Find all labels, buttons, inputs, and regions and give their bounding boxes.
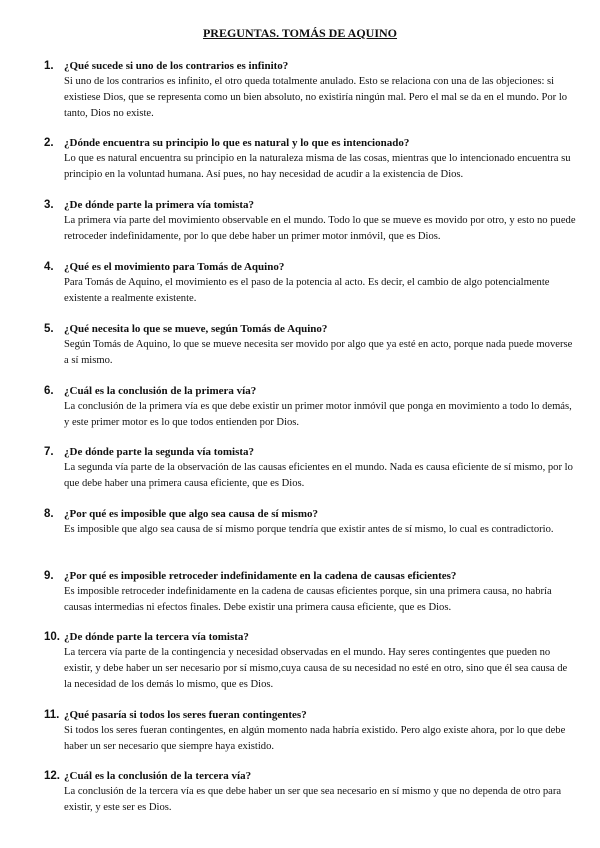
answer-text: La segunda vía parte de la observación de las causas eficientes en el mundo. Nada es causa eficiente de sí mismo, por lo que debe haber una primera causa eficiente, que es Dios. [64, 462, 573, 489]
question-text: ¿Por qué es imposible retroceder indefinidamente en la cadena de causas eficientes? [64, 570, 457, 582]
question-text: ¿Qué es el movimiento para Tomás de Aquino? [64, 261, 285, 273]
question-number: 5. [44, 323, 54, 335]
answer-text: Según Tomás de Aquino, lo que se mueve necesita ser movido por algo que ya esté en acto, porque nada puede moverse a sí mismo. [64, 339, 573, 366]
question-number: 11. [44, 709, 60, 721]
answer-text: Es imposible retroceder indefinidamente en la cadena de causas eficientes porque, sin una primera causa, no habría causas intermedias ni efectos finales. Debe existir una primera causa eficiente, que es Dios. [64, 586, 552, 613]
question-text: ¿De dónde parte la tercera vía tomista? [64, 631, 249, 643]
answer-text: La tercera vía parte de la contingencia y necesidad observadas en el mundo. Hay seres contingentes que pueden no existir, y debe haber un ser necesario por sí mismo,cuya causa de su necesidad no esté en otro, sino que él sea causa de la necesidad de los demás lo mismo, que es Dios. [64, 647, 568, 690]
question-text: ¿Dónde encuentra su principio lo que es natural y lo que es intencionado? [64, 137, 410, 149]
answer-text: La primera vía parte del movimiento observable en el mundo. Todo lo que se mueve es movido por otro, y esto no puede retroceder indefinidamente, por lo que debe haber un primer motor inmóvil, que es Dios. [64, 215, 576, 242]
question-number: 8. [44, 508, 54, 520]
question-number: 4. [44, 261, 54, 273]
answer-text: Es imposible que algo sea causa de sí mismo porque tendría que existir antes de sí mismo, lo cual es contradictorio. [64, 524, 554, 535]
question-text: ¿De dónde parte la primera vía tomista? [64, 199, 255, 211]
question-text: ¿Qué sucede si uno de los contrarios es infinito? [64, 60, 289, 72]
question-text: ¿Qué pasaría si todos los seres fueran contingentes? [64, 709, 307, 721]
question-number: 6. [44, 385, 54, 397]
question-number: 10. [44, 631, 60, 643]
answer-text: Si todos los seres fueran contingentes, en algún momento nada habría existido. Pero algo existe ahora, por lo que debe haber un ser necesario que siempre haya existido. [64, 725, 566, 752]
answer-text: Si uno de los contrarios es infinito, el otro queda totalmente anulado. Esto se relaciona con una de las objeciones: si existiese Dios, que se representa como un bien absoluto, no existiría ningún mal. Pero el mal se da en el mundo. Por lo tanto, Dios no existe. [64, 76, 568, 119]
question-text: ¿Cuál es la conclusión de la primera vía? [64, 385, 257, 397]
question-text: ¿Por qué es imposible que algo sea causa de sí mismo? [64, 508, 319, 520]
answer-text: La conclusión de la primera vía es que debe existir un primer motor inmóvil que ponga en movimiento a todo lo demás, y este primer motor es lo que todos entienden por Dios. [64, 401, 572, 428]
question-number: 9. [44, 570, 54, 582]
answer-text: Lo que es natural encuentra su principio en la naturaleza misma de las cosas, mientras que lo intencionado encuentra su principio en la voluntad humana. Así pues, no hay necesidad de acudir a la existencia de Dios. [64, 153, 571, 180]
question-text: ¿De dónde parte la segunda vía tomista? [64, 446, 255, 458]
question-text: ¿Cuál es la conclusión de la tercera vía? [64, 770, 252, 782]
answer-text: Para Tomás de Aquino, el movimiento es el paso de la potencia al acto. Es decir, el cambio de algo potencialmente existente a realmente existente. [64, 277, 550, 304]
question-number: 12. [44, 770, 60, 782]
question-number: 3. [44, 199, 54, 211]
question-number: 7. [44, 446, 54, 458]
question-number: 1. [44, 60, 54, 72]
question-number: 2. [44, 137, 54, 149]
answer-text: La conclusión de la tercera vía es que debe haber un ser que sea necesario en sí mismo y que no dependa de otro para existir, y este ser es Dios. [64, 786, 562, 813]
question-text: ¿Qué necesita lo que se mueve, según Tomás de Aquino? [64, 323, 328, 335]
document-title: PREGUNTAS. TOMÁS DE AQUINO [202, 26, 398, 40]
